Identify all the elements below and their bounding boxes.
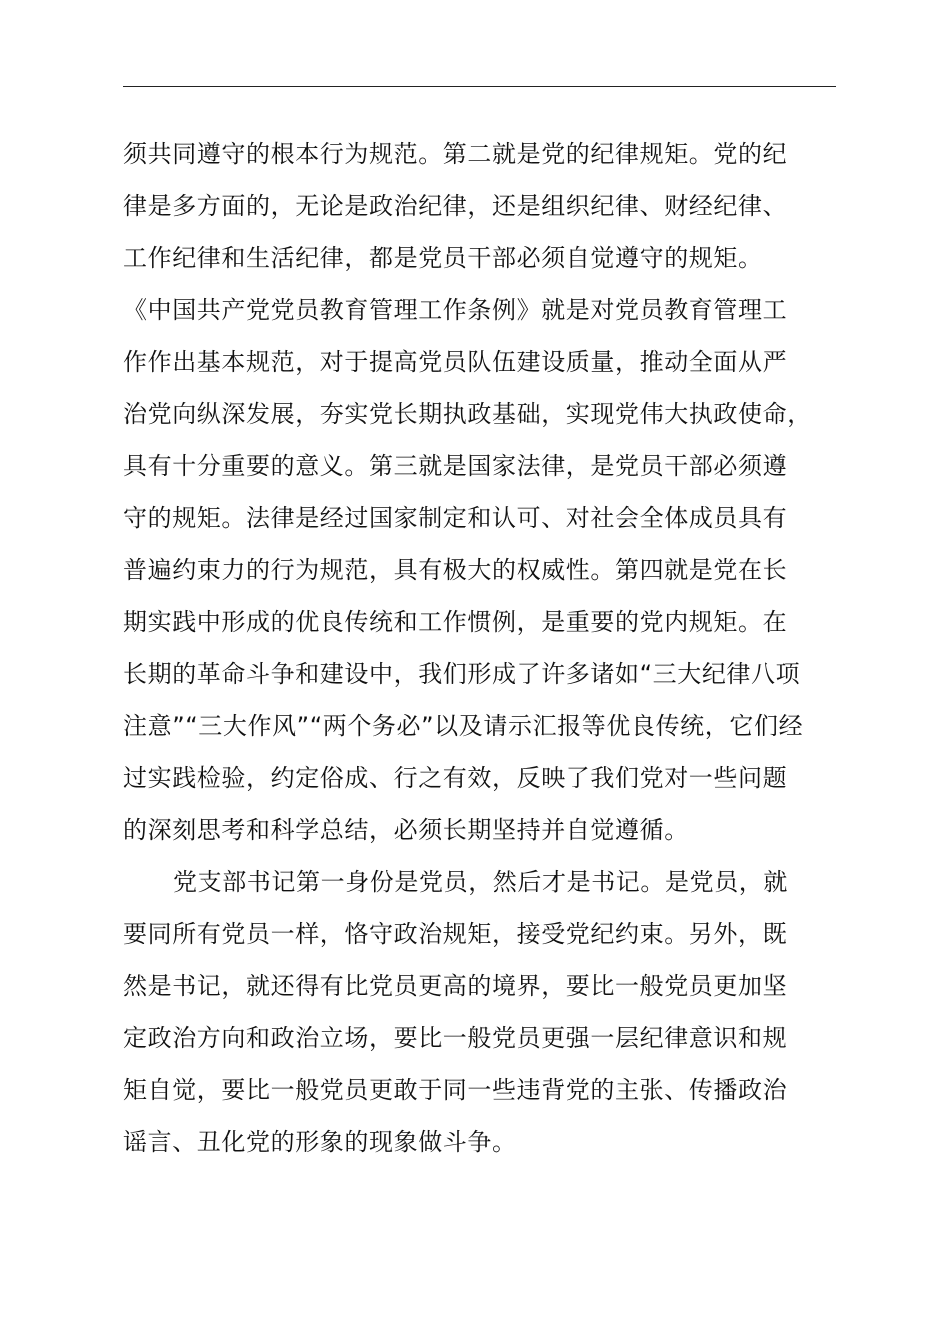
text-line: 的深刻思考和科学总结，必须长期坚持并自觉遵循。 [123, 816, 689, 844]
text-line: 党支部书记第一身份是党员，然后才是书记。是党员，就 [173, 868, 788, 896]
text-line: 要同所有党员一样，恪守政治规矩，接受党纪约束。另外，既 [123, 920, 788, 948]
paragraph-1 [123, 128, 863, 856]
paragraph-2 [123, 856, 863, 1168]
text-line: 守的规矩。法律是经过国家制定和认可、对社会全体成员具有 [123, 504, 788, 532]
text-line: 治党向纵深发展，夯实党长期执政基础，实现党伟大执政使命， [123, 400, 812, 428]
text-line: 过实践检验，约定俗成、行之有效，反映了我们党对一些问题 [123, 764, 788, 792]
text-line: 须共同遵守的根本行为规范。第二就是党的纪律规矩。党的纪 [123, 140, 788, 168]
text-line: 矩自觉，要比一般党员更敢于同一些违背党的主张、传播政治 [123, 1076, 788, 1104]
text-line: 期实践中形成的优良传统和工作惯例，是重要的党内规矩。在 [123, 608, 788, 636]
text-line: 工作纪律和生活纪律，都是党员干部必须自觉遵守的规矩。 [123, 244, 763, 272]
text-line: 定政治方向和政治立场，要比一般党员更强一层纪律意识和规 [123, 1024, 788, 1052]
text-line: 然是书记，就还得有比党员更高的境界，要比一般党员更加坚 [123, 972, 788, 1000]
header-rule [123, 86, 836, 87]
text-line: 作作出基本规范，对于提高党员队伍建设质量，推动全面从严 [123, 348, 788, 376]
body-text [123, 128, 863, 1168]
text-line: 律是多方面的，无论是政治纪律，还是组织纪律、财经纪律、 [123, 192, 788, 220]
text-line: 注意”“三大作风”“两个务必”以及请示汇报等优良传统，它们经 [123, 712, 804, 740]
text-line: 《中国共产党党员教育管理工作条例》就是对党员教育管理工 [123, 296, 788, 324]
text-line: 谣言、丑化党的形象的现象做斗争。 [123, 1128, 517, 1156]
text-line: 具有十分重要的意义。第三就是国家法律，是党员干部必须遵 [123, 452, 788, 480]
text-line: 普遍约束力的行为规范，具有极大的权威性。第四就是党在长 [123, 556, 788, 584]
text-line: 长期的革命斗争和建设中，我们形成了许多诸如“三大纪律八项 [123, 660, 801, 688]
